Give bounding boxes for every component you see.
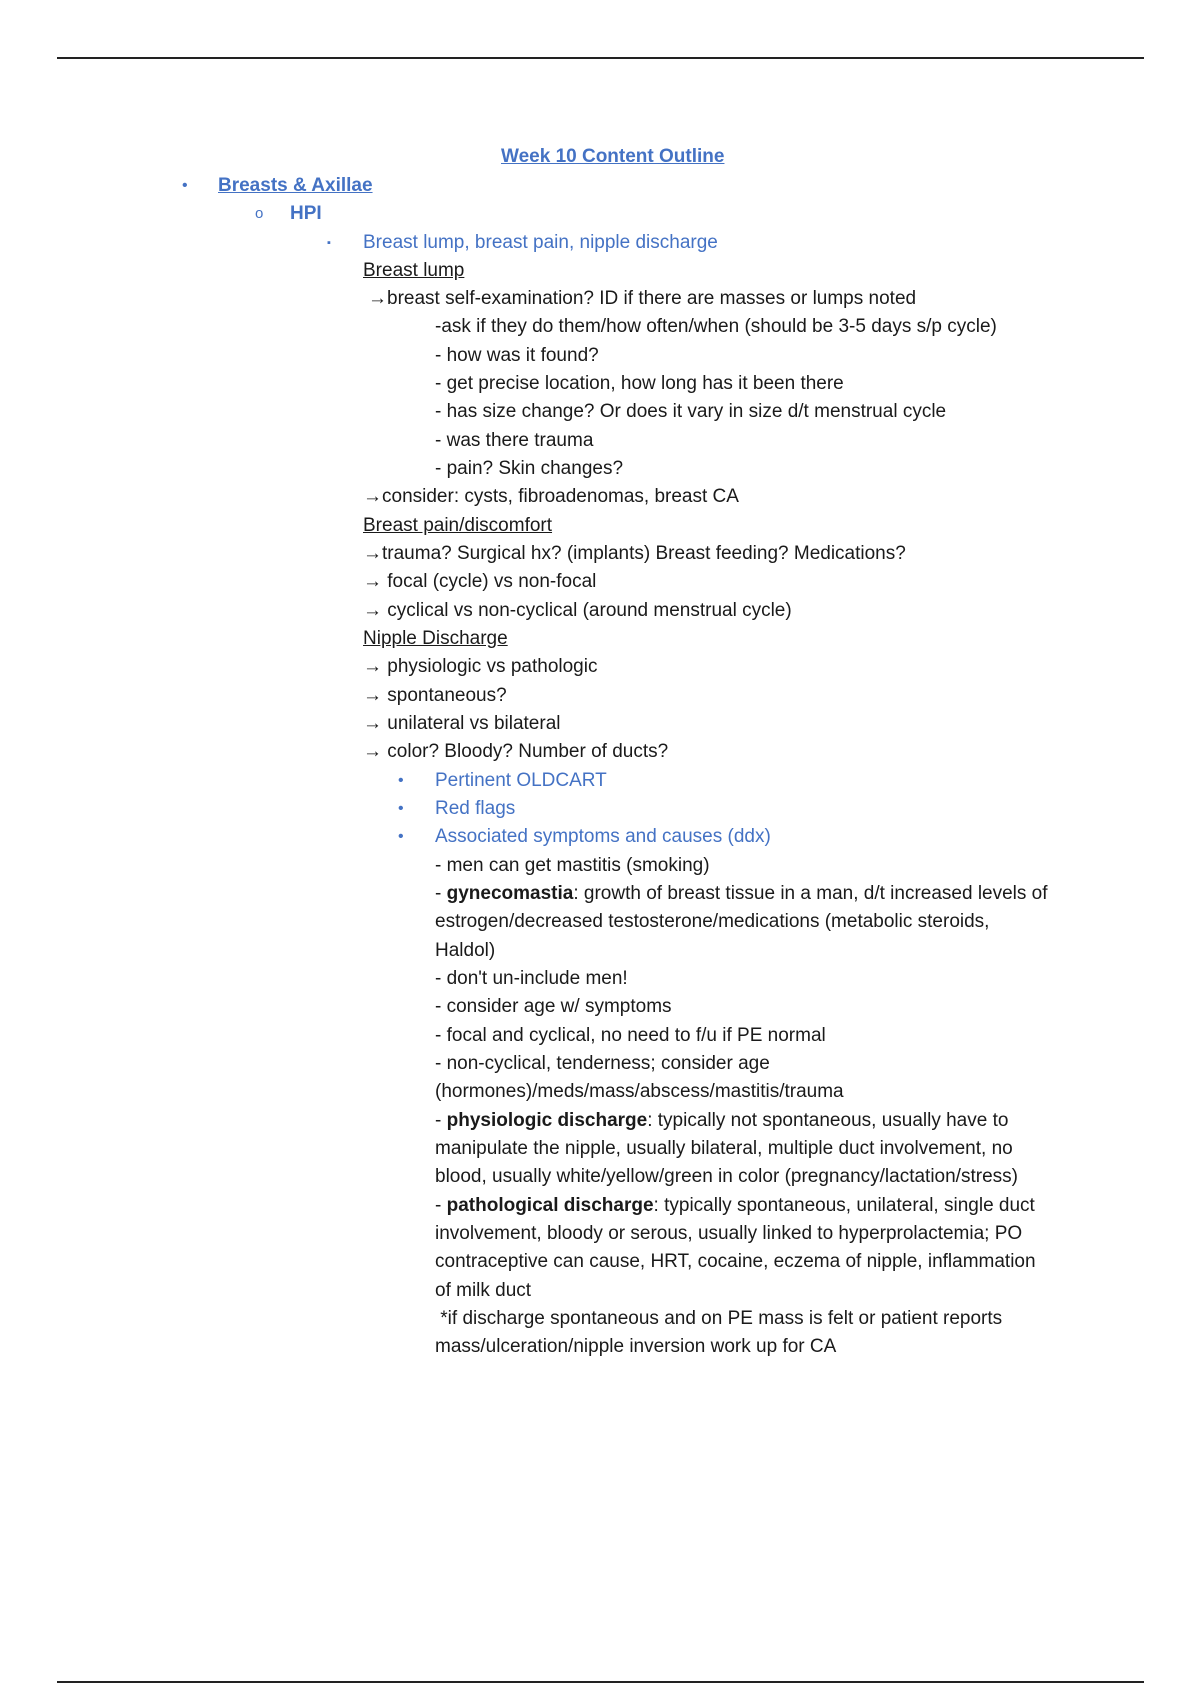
ddx-line: manipulate the nipple, usually bilateral, multiple duct involvement, no (435, 1138, 1013, 1159)
page-title: Week 10 Content Outline (501, 146, 725, 167)
subbullet-dot: • (398, 772, 404, 789)
pathological-term: pathological discharge (446, 1195, 654, 1216)
ddx-line: (hormones)/meds/mass/abscess/mastitis/trauma (435, 1081, 844, 1102)
breast-lump-sub-line: - pain? Skin changes? (435, 458, 624, 479)
ddx-line: - men can get mastitis (smoking) (435, 855, 710, 876)
level1-bullet: • (182, 177, 188, 194)
ddx-line: - consider age w/ symptoms (435, 996, 672, 1017)
level2-bullet: o (255, 205, 264, 222)
nipple-discharge-line: → physiologic vs pathologic (363, 656, 598, 677)
header-rule (57, 57, 1144, 59)
breast-lump-heading: Breast lump (363, 260, 465, 281)
subbullet-red-flags: Red flags (435, 798, 516, 819)
ddx-pathological: - pathological discharge: typically spontaneous, unilateral, single duct (435, 1195, 1035, 1216)
footer-rule (57, 1681, 1144, 1683)
subbullet-associated: Associated symptoms and causes (ddx) (435, 826, 771, 847)
ddx-note: mass/ulceration/nipple inversion work up for CA (435, 1336, 837, 1357)
ddx-text: : growth of breast tissue in a man, d/t increased levels of (573, 883, 1048, 904)
ddx-line: involvement, bloody or serous, usually linked to hyperprolactemia; PO (435, 1223, 1023, 1244)
ddx-text: : typically spontaneous, unilateral, single duct (653, 1195, 1035, 1216)
ddx-gynecomastia: - gynecomastia: growth of breast tissue in a man, d/t increased levels of (435, 883, 1048, 904)
breast-lump-sub-line: - was there trauma (435, 430, 594, 451)
nipple-discharge-heading: Nipple Discharge (363, 628, 508, 649)
nipple-discharge-line: → unilateral vs bilateral (363, 713, 561, 734)
breast-pain-line: → cyclical vs non-cyclical (around menstrual cycle) (363, 600, 792, 621)
ddx-line: - don't un-include men! (435, 968, 628, 989)
ddx-physiologic: - physiologic discharge: typically not spontaneous, usually have to (435, 1110, 1009, 1131)
gynecomastia-term: gynecomastia (446, 883, 574, 904)
breast-lump-sub-line: -ask if they do them/how often/when (should be 3-5 days s/p cycle) (435, 316, 997, 337)
ddx-line: Haldol) (435, 940, 496, 961)
subbullet-oldcart: Pertinent OLDCART (435, 770, 607, 791)
subbullet-dot: • (398, 828, 404, 845)
ddx-line: blood, usually white/yellow/green in color (pregnancy/lactation/stress) (435, 1166, 1018, 1187)
topic-line: Breast lump, breast pain, nipple discharge (363, 232, 718, 253)
nipple-discharge-line: → spontaneous? (363, 685, 507, 706)
breast-lump-arrow-line: →breast self-examination? ID if there are masses or lumps noted (368, 288, 917, 309)
ddx-line: - non-cyclical, tenderness; consider age (435, 1053, 770, 1074)
breast-lump-sub-line: - how was it found? (435, 345, 599, 366)
breast-lump-sub-line: - get precise location, how long has it been there (435, 373, 844, 394)
breast-pain-heading: Breast pain/discomfort (363, 515, 553, 536)
ddx-line: contraceptive can cause, HRT, cocaine, eczema of nipple, inflammation (435, 1251, 1036, 1272)
level3-bullet: ▪ (327, 237, 331, 249)
nipple-discharge-line: → color? Bloody? Number of ducts? (363, 741, 669, 762)
breast-lump-consider: →consider: cysts, fibroadenomas, breast CA (363, 486, 739, 507)
section-hpi: HPI (290, 203, 322, 224)
ddx-line: of milk duct (435, 1280, 532, 1301)
breast-pain-line: → focal (cycle) vs non-focal (363, 571, 597, 592)
section-breasts-axillae: Breasts & Axillae (218, 175, 373, 196)
physiologic-term: physiologic discharge (446, 1110, 648, 1131)
subbullet-dot: • (398, 800, 404, 817)
ddx-note: *if discharge spontaneous and on PE mass is felt or patient reports (435, 1308, 1003, 1329)
ddx-text: : typically not spontaneous, usually have to (647, 1110, 1009, 1131)
ddx-line: - focal and cyclical, no need to f/u if PE normal (435, 1025, 826, 1046)
breast-pain-line: →trauma? Surgical hx? (implants) Breast feeding? Medications? (363, 543, 906, 564)
breast-lump-sub-line: - has size change? Or does it vary in size d/t menstrual cycle (435, 401, 947, 422)
ddx-line: estrogen/decreased testosterone/medications (metabolic steroids, (435, 911, 990, 932)
